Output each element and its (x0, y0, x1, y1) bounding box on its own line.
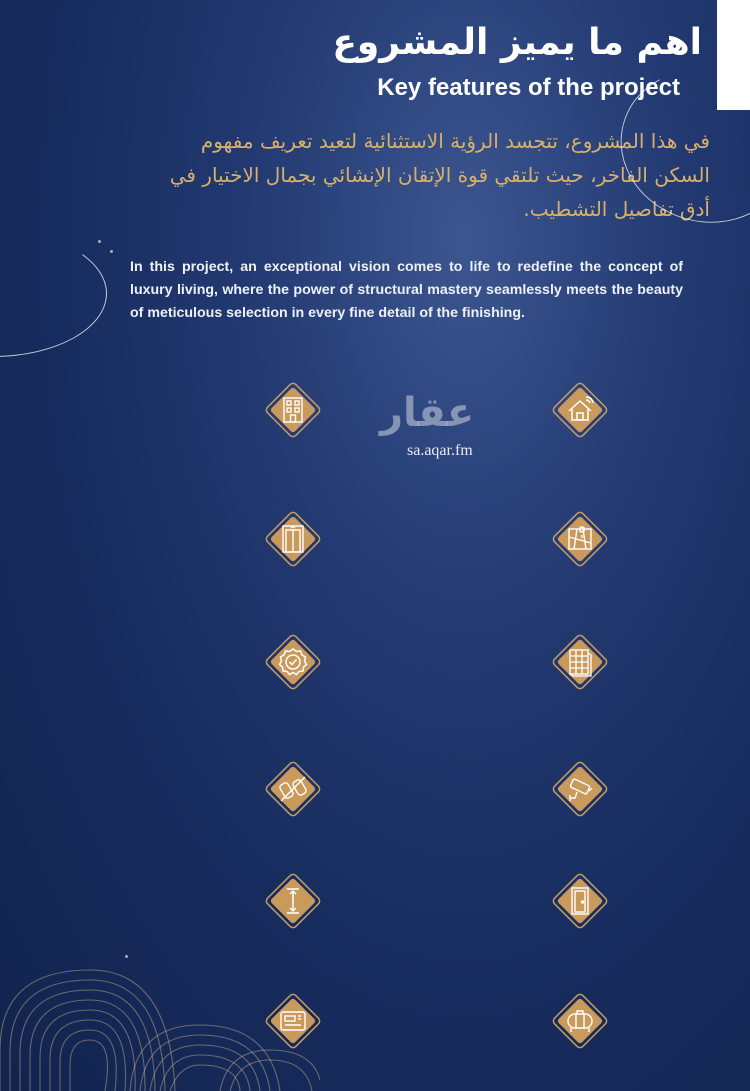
intro-arabic-line: في هذا المشروع، تتجسد الرؤية الاستثنائية لتعيد تعريف مفهوم (200, 129, 710, 153)
door-icon (549, 870, 611, 932)
quality-badge-icon (262, 631, 324, 693)
decorative-dot (110, 250, 113, 253)
parking-icon (262, 758, 324, 820)
map-icon (549, 508, 611, 570)
decorative-arc (0, 230, 107, 357)
intro-english: In this project, an exceptional vision comes to life to redefine the concept of luxury living, where the power of structural mastery seamlessly meets the beauty of meticulous selection in every fine detail of the finishing. (130, 259, 683, 321)
intro-arabic-line: السكن الفاخر، حيث تلتقي قوة الإتقان الإنشائي بجمال الاختيار في (169, 163, 710, 187)
building-icon (262, 379, 324, 441)
intro-arabic-line: أدق تفاصيل التشطيب. (523, 197, 710, 221)
decorative-dot (98, 240, 101, 243)
smart-home-icon (549, 379, 611, 441)
water-tank-icon (549, 990, 611, 1052)
watermark-logo: عقار (380, 390, 475, 436)
camera-icon (549, 758, 611, 820)
tiles-icon (549, 631, 611, 693)
elevator-icon (262, 508, 324, 570)
watermark (380, 390, 510, 470)
watermark-url: sa.aqar.fm (407, 442, 473, 459)
page-title-english: Key features of the project (377, 74, 680, 101)
ceiling-height-icon (262, 870, 324, 932)
page-title-arabic: اهم ما يميز المشروع (332, 22, 702, 63)
decorative-waves (0, 930, 320, 1091)
intro-arabic (70, 124, 710, 226)
